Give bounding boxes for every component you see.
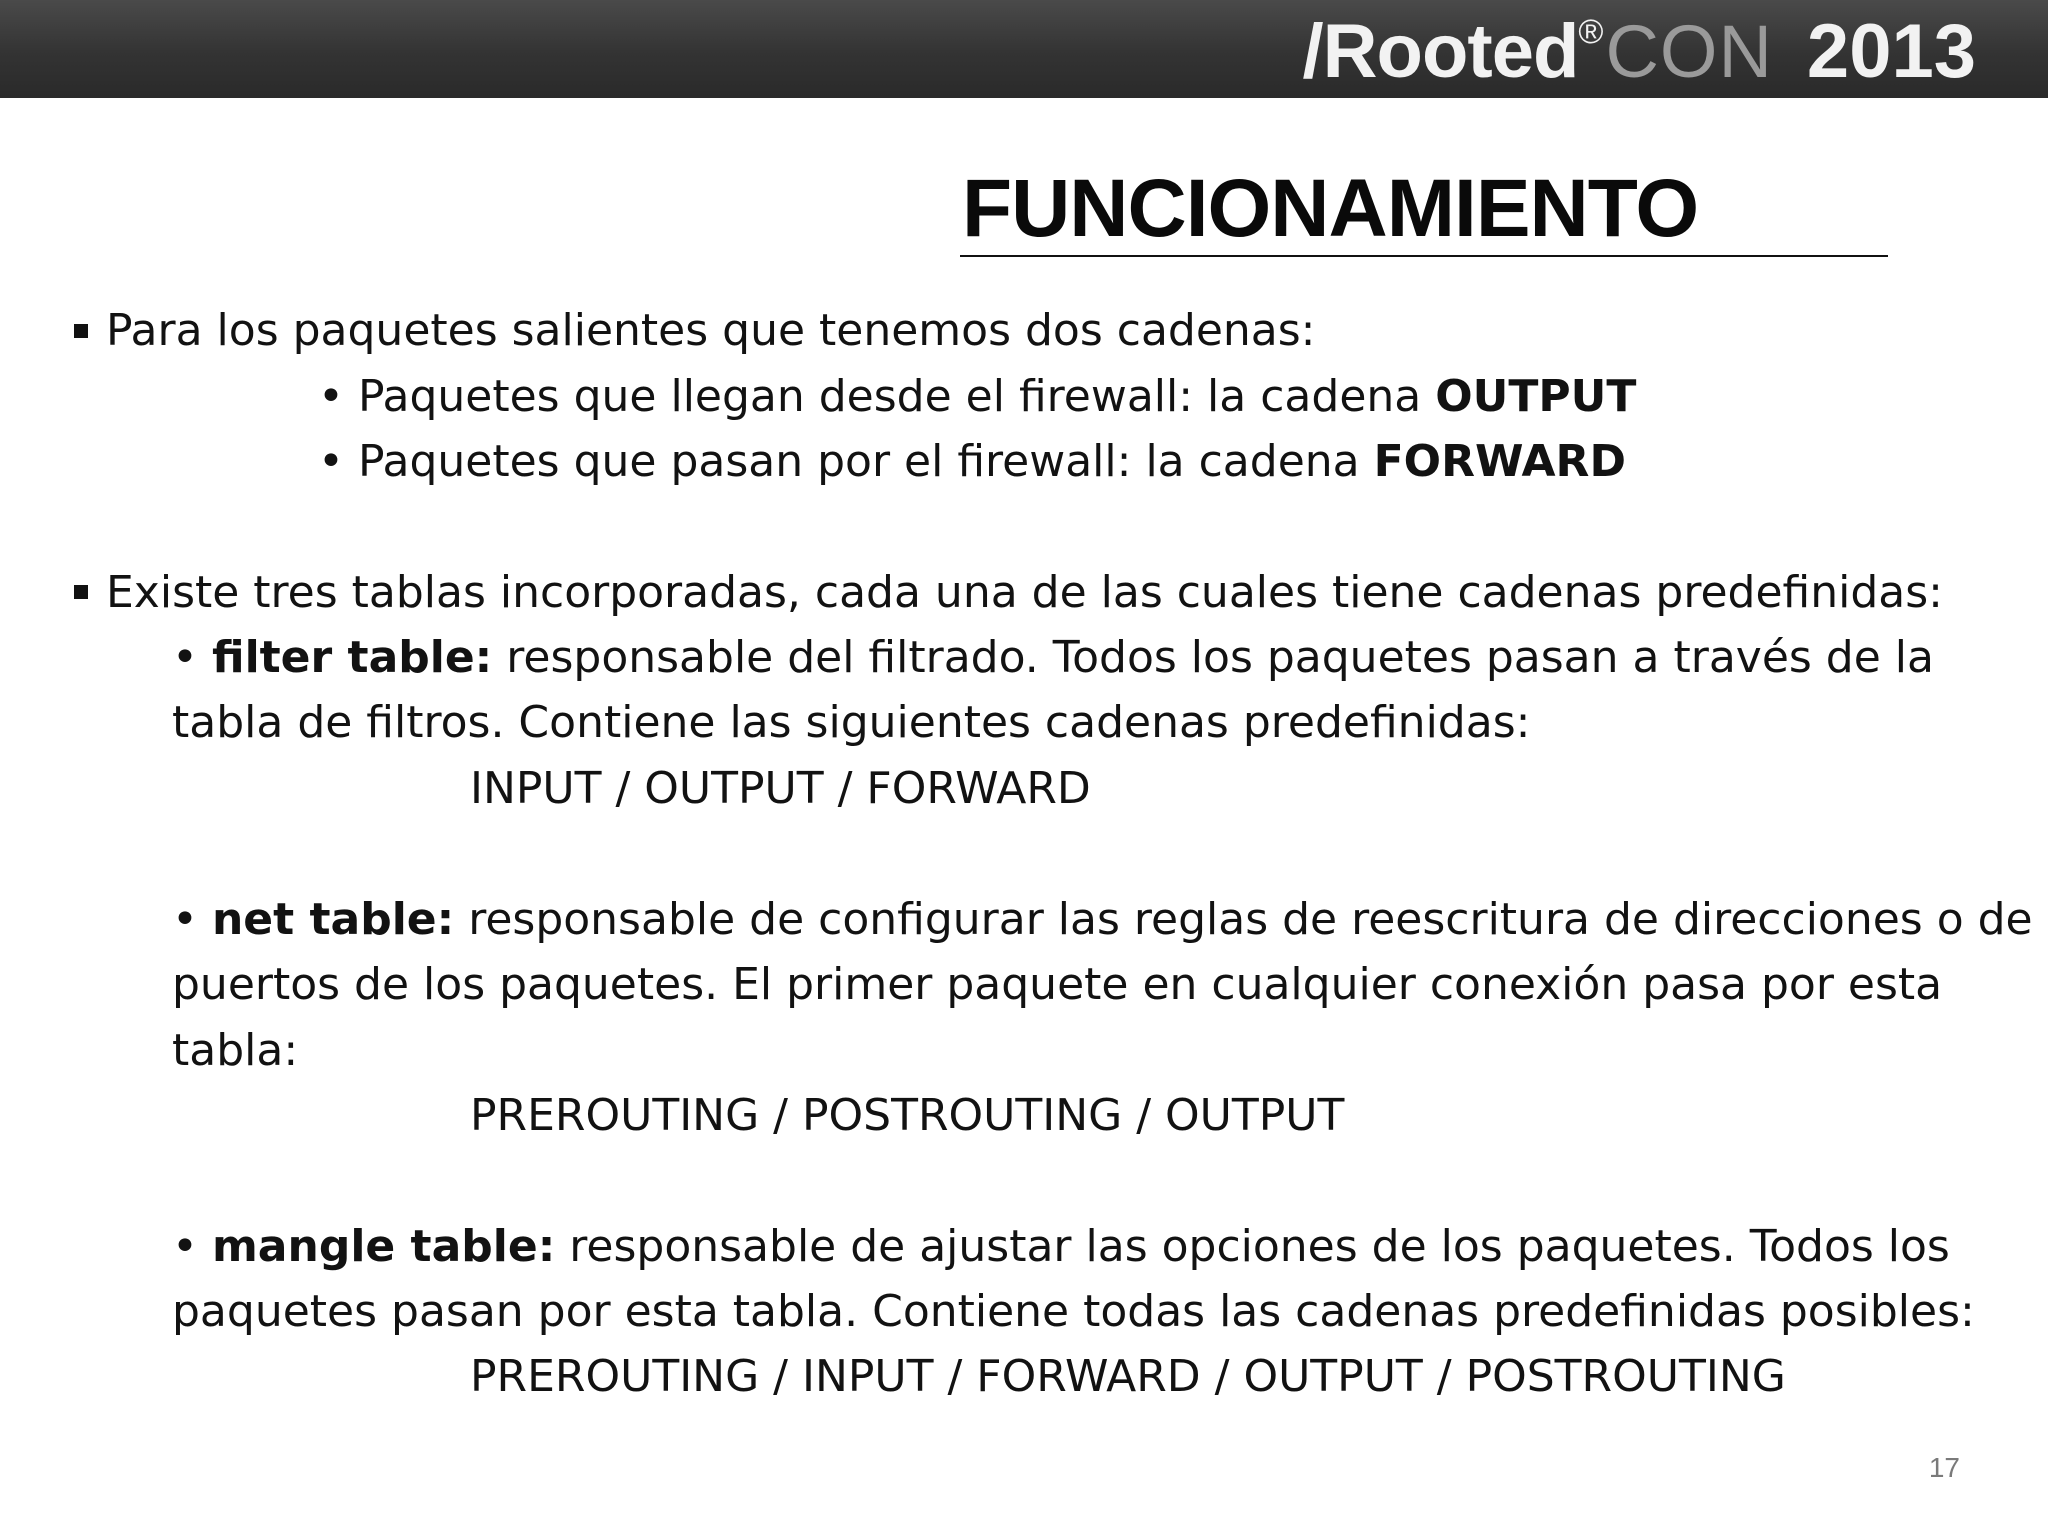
- mangle-table-line1: • mangle table: responsable de ajustar las opciones de los paquetes. Todos los: [172, 1221, 1950, 1272]
- bullet-dot-icon: •: [172, 1221, 212, 1272]
- title-underline: [960, 255, 1888, 257]
- bullet-dot-icon: •: [318, 436, 358, 487]
- rootedcon-logo: [1303, 8, 1976, 92]
- mangle-table-chains: PREROUTING / INPUT / FORWARD / OUTPUT / POSTROUTING: [470, 1351, 1786, 1402]
- net-table-line1: • net table: responsable de configurar las reglas de reescritura de direcciones o de: [172, 894, 2033, 945]
- header-bar: [0, 0, 2048, 98]
- bullet-builtin-tables: Existe tres tablas incorporadas, cada una de las cuales tiene cadenas predefinidas:: [106, 567, 1943, 618]
- logo-registered-mark: ®: [1578, 13, 1604, 51]
- page-number: 17: [1928, 1452, 1960, 1483]
- net-table-line2: puertos de los paquetes. El primer paquete en cualquier conexión pasa por esta: [172, 959, 1943, 1010]
- filter-table-line2: tabla de filtros. Contiene las siguientes cadenas predefinidas:: [172, 697, 1531, 748]
- sub-bullet-forward: • Paquetes que pasan por el firewall: la cadena FORWARD: [318, 436, 1626, 487]
- logo-rooted-text: /Rooted: [1302, 9, 1579, 94]
- bullet-outgoing-packets: Para los paquetes salientes que tenemos dos cadenas:: [106, 305, 1316, 356]
- bullet-dot-icon: •: [172, 894, 212, 945]
- net-table-chains: PREROUTING / POSTROUTING / OUTPUT: [470, 1090, 1345, 1141]
- mangle-table-line2: paquetes pasan por esta tabla. Contiene todas las cadenas predefinidas posibles:: [172, 1286, 1975, 1337]
- filter-table-chains: INPUT / OUTPUT / FORWARD: [470, 763, 1091, 814]
- sub-bullet-output: • Paquetes que llegan desde el firewall: la cadena OUTPUT: [318, 371, 1637, 422]
- bullet-dot-icon: •: [318, 371, 358, 422]
- square-bullet-icon: [74, 324, 88, 338]
- net-table-line3: tabla:: [172, 1025, 299, 1076]
- square-bullet-icon: [74, 585, 88, 599]
- filter-table-line1: • filter table: responsable del filtrado. Todos los paquetes pasan a través de la: [172, 632, 1934, 683]
- logo-year: 2013: [1806, 9, 1976, 94]
- logo-con-text: CON: [1605, 10, 1773, 93]
- slide-title: FUNCIONAMIENTO: [962, 163, 1699, 254]
- bullet-dot-icon: •: [172, 632, 212, 683]
